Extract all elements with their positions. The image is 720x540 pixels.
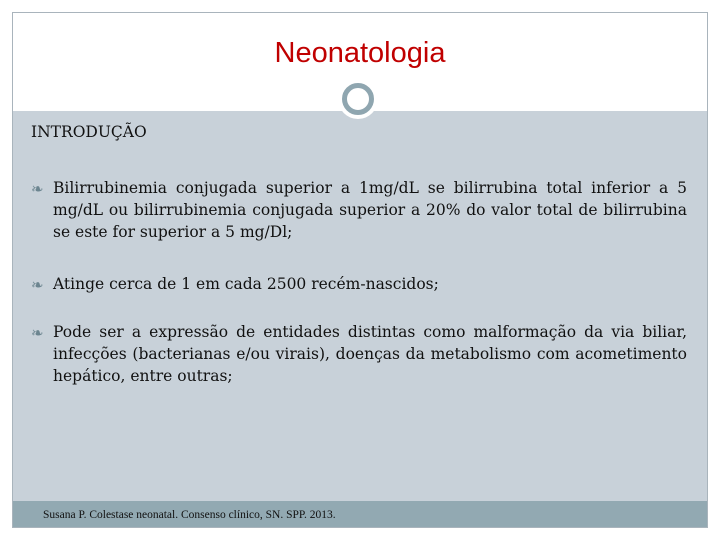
- bullet-item-3: [31, 321, 687, 387]
- bullet-text: Atinge cerca de 1 em cada 2500 recém-nascidos;: [53, 275, 439, 293]
- slide-frame: [12, 12, 708, 528]
- slide-title: Neonatologia: [274, 37, 446, 69]
- bullet-item-1: [31, 177, 687, 243]
- leaf-bullet-icon: ❧: [31, 180, 44, 198]
- leaf-bullet-icon: ❧: [31, 276, 44, 294]
- bullet-text: Bilirrubinemia conjugada superior a 1mg/dL se bilirrubina total inferior a 5 mg/dL ou bilirrubinemia conjugada superior a 20% do valor total de bilirrubina se este for superior a 5 mg/Dl;: [53, 179, 687, 241]
- bullet-text: Pode ser a expressão de entidades distintas como malformação da via biliar, infecções (bacterianas e/ou virais), doenças da metabolismo com acometimento hepático, entre outras;: [53, 323, 687, 385]
- ring-inner: [342, 83, 374, 115]
- section-heading: INTRODUÇÃO: [31, 123, 147, 141]
- leaf-bullet-icon: ❧: [31, 324, 44, 342]
- bullet-item-2: [31, 273, 687, 295]
- footer-reference: Susana P. Colestase neonatal. Consenso clínico, SN. SPP. 2013.: [43, 509, 336, 521]
- ring-ornament-icon: [338, 79, 378, 119]
- content-area: [13, 111, 707, 503]
